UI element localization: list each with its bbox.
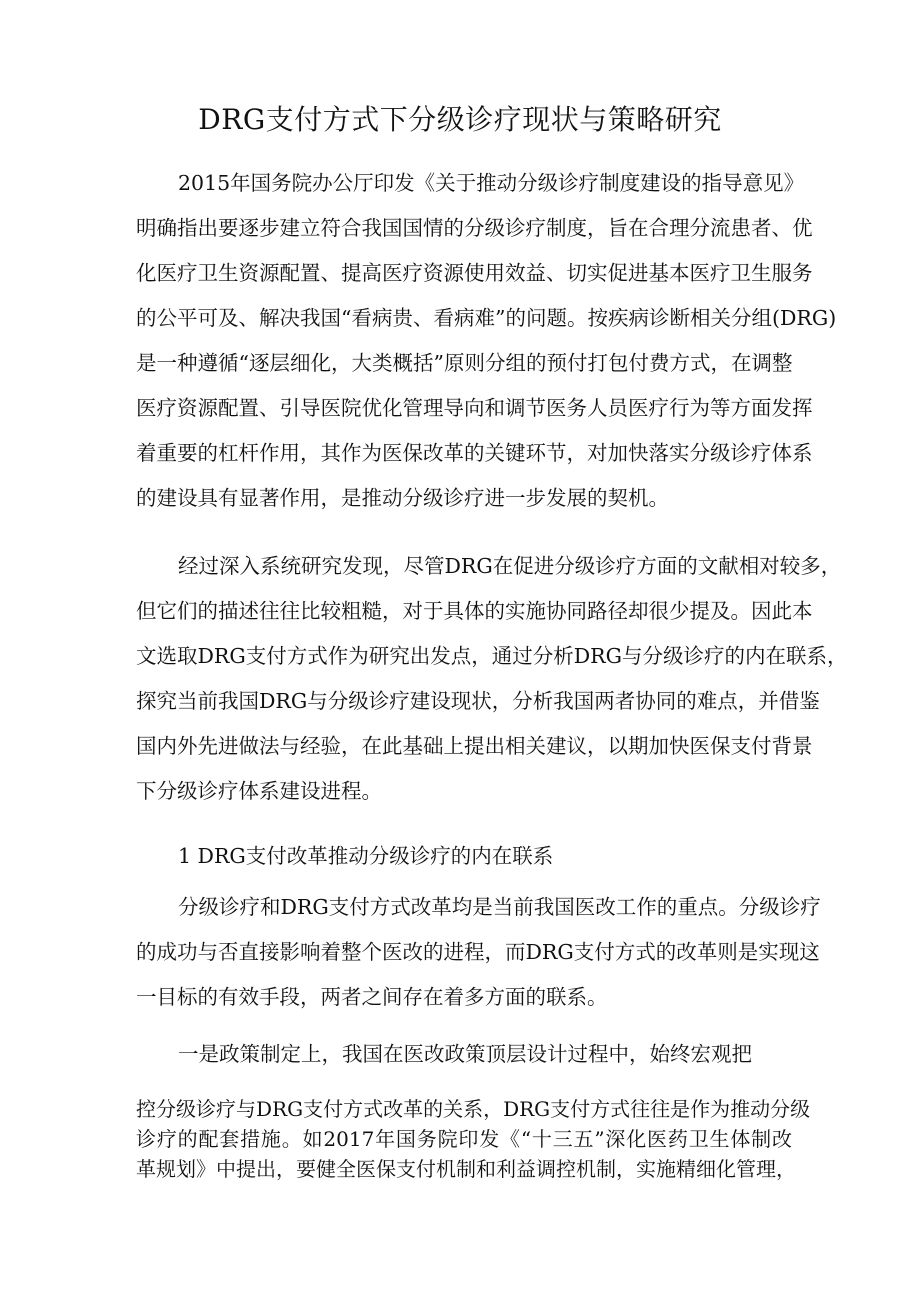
paragraph-3-line-2: 的成功与否直接影响着整个医改的进程，而DRG支付方式的改革则是实现这 xyxy=(136,940,820,964)
section-heading-1: 1 DRG支付改革推动分级诊疗的内在联系 xyxy=(178,844,554,868)
document-title: DRG支付方式下分级诊疗现状与策略研究 xyxy=(198,103,722,136)
paragraph-4-line-1: 一是政策制定上，我国在医改政策顶层设计过程中，始终宏观把 xyxy=(178,1042,752,1066)
paragraph-1-line-8: 的建设具有显著作用，是推动分级诊疗进一步发展的契机。 xyxy=(136,486,669,510)
paragraph-2-line-6: 下分级诊疗体系建设进程。 xyxy=(136,779,382,803)
paragraph-1-line-5: 是一种遵循“逐层细化，大类概括”原则分组的预付打包付费方式，在调整 xyxy=(136,351,793,375)
paragraph-5-line-3: 革规划》中提出，要健全医保支付机制和利益调控机制，实施精细化管理， xyxy=(136,1157,796,1181)
paragraph-3-line-3: 一目标的有效手段，两者之间存在着多方面的联系。 xyxy=(136,985,608,1009)
paragraph-1-line-4: 的公平可及、解决我国“看病贵、看病难”的问题。按疾病诊断相关分组(DRG) xyxy=(136,306,837,330)
paragraph-1-line-1: 2015年国务院办公厅印发《关于推动分级诊疗制度建设的指导意见》 xyxy=(178,171,805,195)
paragraph-1-line-3: 化医疗卫生资源配置、提高医疗资源使用效益、切实促进基本医疗卫生服务 xyxy=(136,261,813,285)
paragraph-1-line-2: 明确指出要逐步建立符合我国国情的分级诊疗制度，旨在合理分流患者、优 xyxy=(136,216,813,240)
paragraph-2-line-4: 探究当前我国DRG与分级诊疗建设现状，分析我国两者协同的难点，并借鉴 xyxy=(136,689,820,713)
paragraph-5-line-2: 诊疗的配套措施。如2017年国务院印发《“十三五”深化医药卫生体制改 xyxy=(136,1127,792,1151)
paragraph-2-line-3: 文选取DRG支付方式作为研究出发点，通过分析DRG与分级诊疗的内在联系， xyxy=(136,644,848,668)
paragraph-1-line-6: 医疗资源配置、引导医院优化管理导向和调节医务人员医疗行为等方面发挥 xyxy=(136,396,813,420)
paragraph-2-line-1: 经过深入系统研究发现，尽管DRG在促进分级诊疗方面的文献相对较多， xyxy=(178,554,842,578)
paragraph-1-line-7: 着重要的杠杆作用，其作为医保改革的关键环节，对加快落实分级诊疗体系 xyxy=(136,441,813,465)
paragraph-2-line-5: 国内外先进做法与经验，在此基础上提出相关建议，以期加快医保支付背景 xyxy=(136,734,813,758)
paragraph-2-line-2: 但它们的描述往往比较粗糙，对于具体的实施协同路径却很少提及。因此本 xyxy=(136,599,813,623)
paragraph-5-line-1: 控分级诊疗与DRG支付方式改革的关系，DRG支付方式往往是作为推动分级 xyxy=(136,1097,811,1121)
paragraph-3-line-1: 分级诊疗和DRG支付方式改革均是当前我国医改工作的重点。分级诊疗 xyxy=(178,895,821,919)
